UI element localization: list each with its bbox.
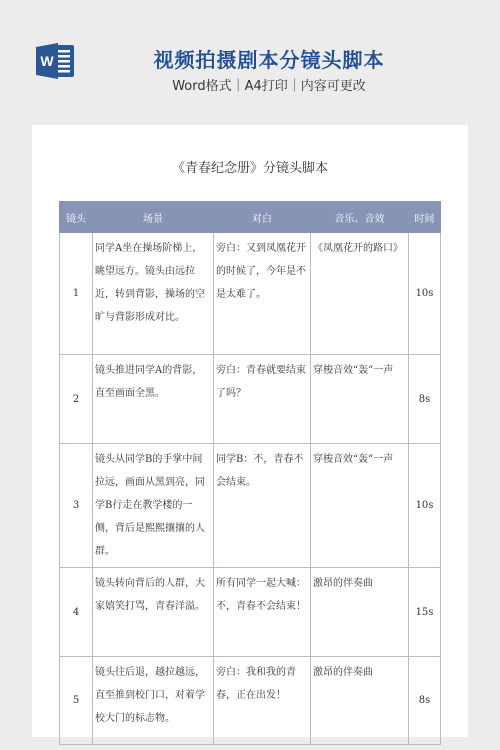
music-cell: 激昂的伴奏曲 bbox=[311, 657, 409, 745]
column-header-time: 时间 bbox=[409, 202, 441, 233]
table-row bbox=[60, 657, 441, 745]
dialogue-cell: 所有同学一起大喊：不，青春不会结束！ bbox=[214, 568, 311, 657]
scene-cell: 镜头推进同学A的背影，直至画面全黑。 bbox=[93, 355, 214, 444]
time-cell: 10s bbox=[409, 233, 441, 355]
dialogue-cell: 旁白：又到凤凰花开的时候了，今年是不是太难了。 bbox=[214, 233, 311, 355]
column-header-dialogue: 对白 bbox=[214, 202, 311, 233]
shot-number: 5 bbox=[60, 657, 93, 745]
shot-number: 4 bbox=[60, 568, 93, 657]
shot-number: 1 bbox=[60, 233, 93, 355]
document-page bbox=[32, 125, 468, 737]
column-header-music: 音乐、音效 bbox=[311, 202, 409, 233]
svg-text:W: W bbox=[40, 53, 54, 69]
column-header-scene: 场景 bbox=[93, 202, 214, 233]
music-cell: 穿梭音效“轰”一声 bbox=[311, 444, 409, 568]
storyboard-table bbox=[59, 201, 441, 745]
header bbox=[0, 0, 500, 125]
dialogue-cell: 旁白：我和我的青春，正在出发！ bbox=[214, 657, 311, 745]
shot-number: 2 bbox=[60, 355, 93, 444]
scene-cell: 镜头从同学B的手掌中间拉远，画面从黑到亮，同学B行走在教学楼的一侧，背后是熙熙攘攘的人群。 bbox=[93, 444, 214, 568]
dialogue-cell: 同学B：不，青春不会结束。 bbox=[214, 444, 311, 568]
scene-cell: 同学A坐在操场阶梯上，眺望远方。镜头由远拉近，转到背影，操场的空旷与背影形成对比。 bbox=[93, 233, 214, 355]
music-cell: 穿梭音效“轰”一声 bbox=[311, 355, 409, 444]
page-title: 视频拍摄剧本分镜头脚本 bbox=[153, 48, 385, 72]
shot-number: 3 bbox=[60, 444, 93, 568]
table-row bbox=[60, 444, 441, 568]
time-cell: 15s bbox=[409, 568, 441, 657]
table-row bbox=[60, 355, 441, 444]
column-header-shot: 镜头 bbox=[60, 202, 93, 233]
page-subtitle: Word格式｜A4打印｜内容可更改 bbox=[172, 79, 366, 94]
table-header-row bbox=[60, 202, 441, 233]
music-cell: 《凤凰花开的路口》 bbox=[311, 233, 409, 355]
time-cell: 10s bbox=[409, 444, 441, 568]
table-row bbox=[60, 568, 441, 657]
document-title: 《青春纪念册》分镜头脚本 bbox=[171, 161, 328, 176]
table-row bbox=[60, 233, 441, 355]
time-cell: 8s bbox=[409, 657, 441, 745]
time-cell: 8s bbox=[409, 355, 441, 444]
scene-cell: 镜头转向背后的人群，大家嬉笑打骂，青春洋溢。 bbox=[93, 568, 214, 657]
dialogue-cell: 旁白：青春就要结束了吗？ bbox=[214, 355, 311, 444]
scene-cell: 镜头往后退，越拉越远，直至推到校门口，对着学校大门的标志物。 bbox=[93, 657, 214, 745]
music-cell: 激昂的伴奏曲 bbox=[311, 568, 409, 657]
